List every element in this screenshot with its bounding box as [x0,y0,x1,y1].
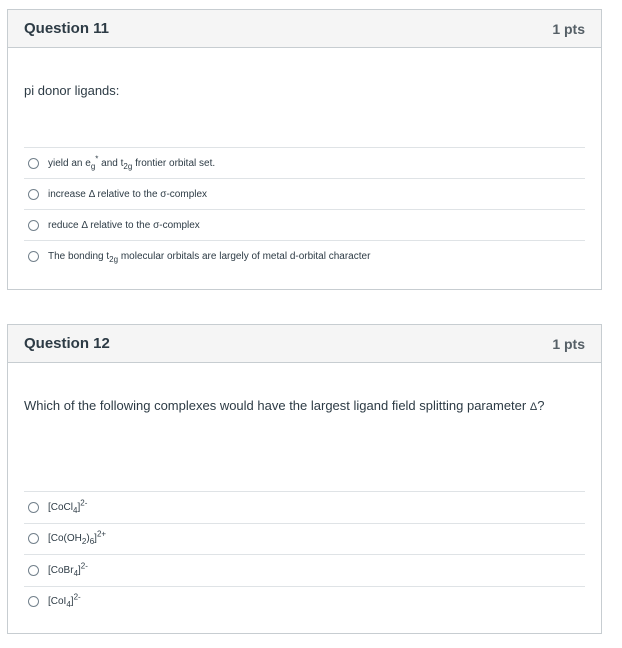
answer-option-1[interactable] [24,491,585,523]
answer-label: [CoCl$_4$]$^{2-}$ [48,498,88,515]
answer-label: reduce Δ relative to the σ-complex [48,219,200,231]
radio-button[interactable] [28,565,39,576]
answer-label: $[CoI_4]^{2-}$ [48,592,81,610]
radio-button[interactable] [28,251,39,262]
question-text: Which of the following complexes would have the largest ligand field splitting parameter Δ? [24,398,545,413]
answer-option-2[interactable] [24,178,585,209]
answer-list [24,147,585,271]
answer-option-3[interactable] [24,554,585,586]
question-points: 1 pts [552,20,585,37]
question-points: 1 pts [552,335,585,352]
radio-button[interactable] [28,596,39,607]
answer-option-2[interactable] [24,523,585,555]
answer-option-4[interactable] [24,240,585,271]
answer-option-1[interactable] [24,147,585,178]
radio-button[interactable] [28,502,39,513]
question-header [8,325,601,363]
question-title: Question 12 [24,335,110,352]
question-text: pi donor ligands: [24,83,120,98]
answer-option-4[interactable] [24,586,585,618]
answer-label: yield an $e_g^*$ and $t_{2g}$ frontier orbital set. [48,154,216,171]
answer-label: The bonding $t_{2g}$ molecular orbitals are largely of metal d-orbital character [48,250,371,264]
radio-button[interactable] [28,158,39,169]
answer-label: $[Co(OH_2)_6]^{2+}$ [48,529,107,547]
radio-button[interactable] [28,189,39,200]
answer-label: [CoBr$_4$]$^{2-}$ [48,561,88,578]
question-11-card [7,9,602,290]
answer-list [24,491,585,617]
question-header [8,10,601,48]
answer-option-3[interactable] [24,209,585,240]
question-title: Question 11 [24,20,110,37]
radio-button[interactable] [28,220,39,231]
question-12-card [7,324,602,634]
radio-button[interactable] [28,533,39,544]
answer-label: increase Δ relative to the σ-complex [48,188,208,200]
